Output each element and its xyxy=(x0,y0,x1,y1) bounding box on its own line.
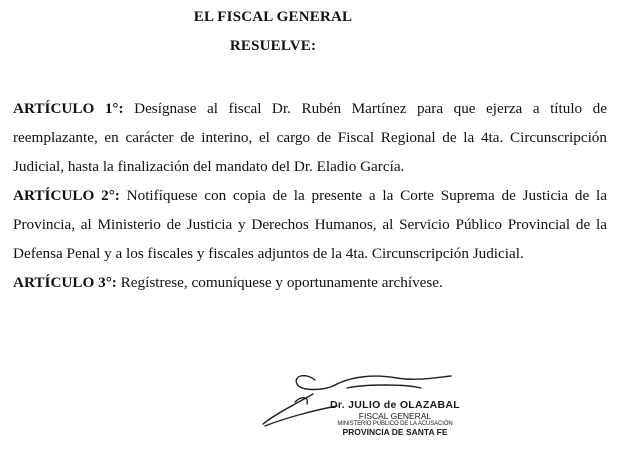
article-2 xyxy=(13,181,607,268)
article-3-text: Regístrese, comuníquese y oportunamente archívese. xyxy=(116,274,443,291)
article-1 xyxy=(13,94,607,181)
official-stamp xyxy=(320,400,470,437)
stamp-province: PROVINCIA DE SANTA FE xyxy=(342,427,448,437)
article-2-text: Notifíquese con copia de la presente a la Corte Suprema de Justicia de la Provincia, al Ministerio de Justicia y Derechos Humanos, al Servicio Público Provincial de la Defensa Penal y a los fiscales y fiscales adjuntos de la 4ta. Circunscripción Judicial. xyxy=(13,187,608,262)
resolution-subheading: RESUELVE: xyxy=(229,38,317,54)
article-3 xyxy=(13,268,607,297)
article-1-text: Desígnase al fiscal Dr. Rubén Martínez para que ejerza a título de reemplazante, en carácter de interino, el cargo de Fiscal Regional de la 4ta. Circunscripción Judicial, hasta la finalización del mandato del Dr. Eladio García. xyxy=(13,100,608,175)
article-3-label: ARTÍCULO 3°: xyxy=(13,274,117,291)
resolution-body xyxy=(13,94,607,297)
stamp-name: Dr. JULIO de OLAZABAL xyxy=(330,399,460,411)
resolution-heading: EL FISCAL GENERAL xyxy=(193,9,353,25)
stamp-organization: MINISTERIO PÚBLICO DE LA ACUSACIÓN xyxy=(337,421,453,427)
article-2-label: ARTÍCULO 2°: xyxy=(13,187,120,204)
stamp-title: FISCAL GENERAL xyxy=(358,410,432,421)
article-1-label: ARTÍCULO 1°: xyxy=(13,100,124,117)
